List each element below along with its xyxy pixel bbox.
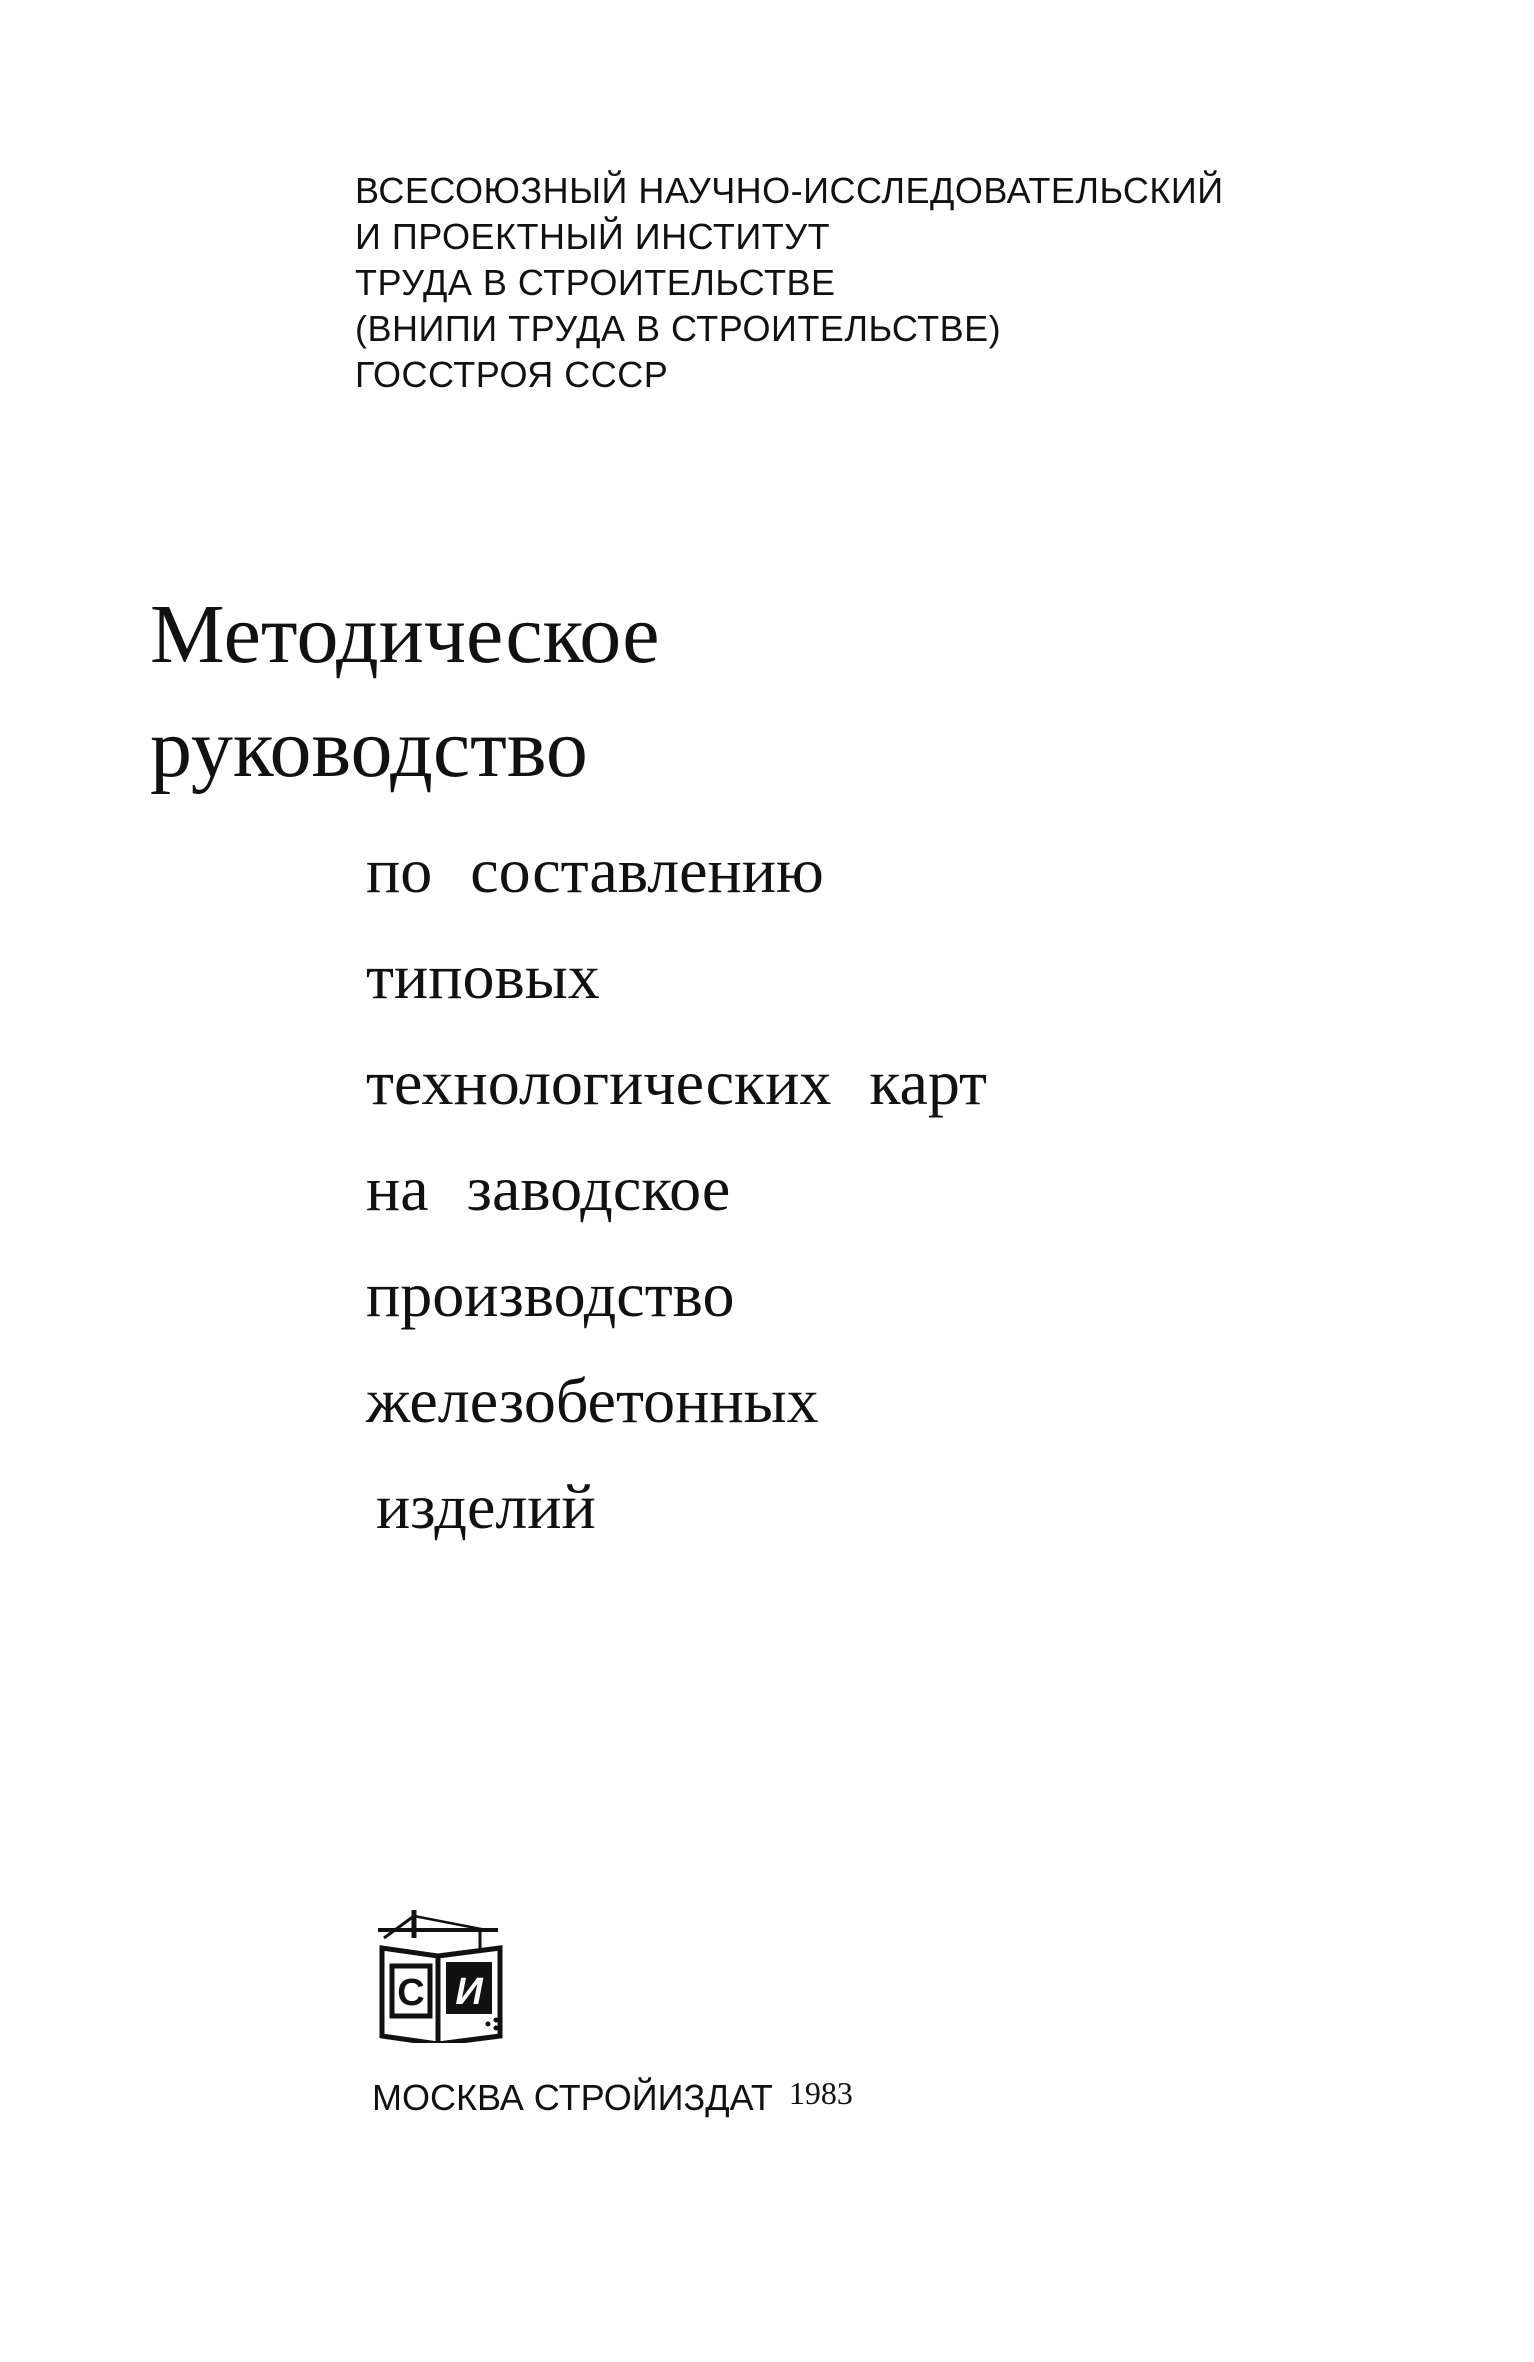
imprint-year: 1983: [788, 2075, 853, 2111]
document-title: [150, 578, 660, 806]
subtitle-line: изделий: [376, 1471, 596, 1542]
title-line: Методическое: [150, 588, 660, 681]
subtitle-line: технологических карт: [366, 1047, 987, 1118]
imprint-place-publisher: МОСКВА СТРОЙИЗДАТ: [372, 2077, 773, 2118]
subtitle-line: типовых: [366, 941, 600, 1012]
title-line: руководство: [150, 702, 588, 795]
institute-line: ТРУДА В СТРОИТЕЛЬСТВЕ: [355, 262, 836, 303]
institute-line: И ПРОЕКТНЫЙ ИНСТИТУТ: [355, 216, 831, 257]
logo-letter-left: С: [397, 1972, 425, 2014]
institute-line: ГОССТРОЯ СССР: [355, 354, 669, 395]
subtitle-line: железобетонных: [366, 1365, 819, 1436]
institute-line: (ВНИПИ ТРУДА В СТРОИТЕЛЬСТВЕ): [355, 308, 1002, 349]
imprint: [372, 2076, 853, 2121]
subtitle-line: на заводское: [366, 1153, 731, 1224]
institute-line: ВСЕСОЮЗНЫЙ НАУЧНО-ИССЛЕДОВАТЕЛЬСКИЙ: [355, 170, 1224, 211]
institute-name: [355, 168, 1224, 398]
document-subtitle: [366, 818, 987, 1560]
subtitle-line: производство: [366, 1259, 735, 1330]
subtitle-line: по составлению: [366, 835, 824, 906]
logo-letter-right: И: [455, 1971, 483, 2013]
publisher-crane-logo-icon: [376, 1908, 506, 2043]
